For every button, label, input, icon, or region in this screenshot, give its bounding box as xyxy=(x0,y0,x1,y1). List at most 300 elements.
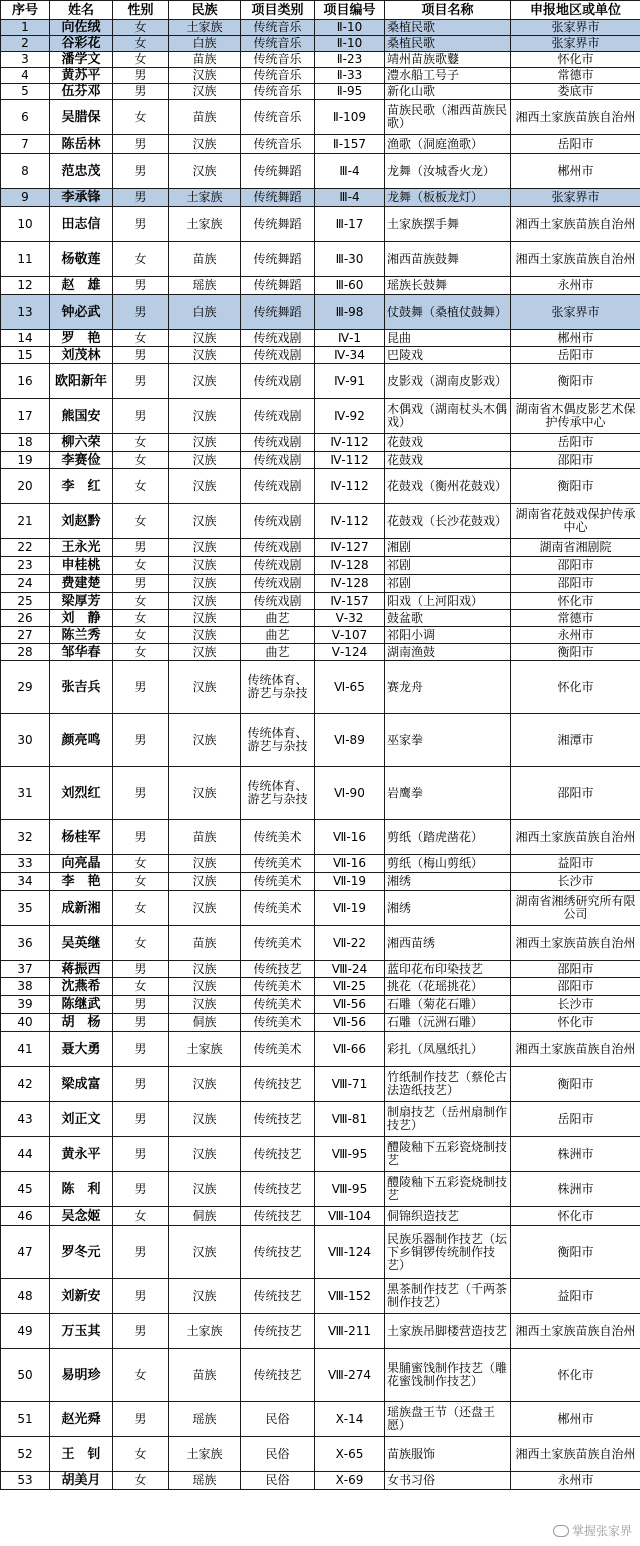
cell-no: 38 xyxy=(1,978,50,996)
cell-region: 湘西土家族苗族自治州 xyxy=(511,100,640,135)
cell-name: 向亮晶 xyxy=(50,855,113,873)
cell-ethnic: 汉族 xyxy=(169,539,241,557)
header-cell: 项目编号 xyxy=(315,1,385,20)
cell-gender: 男 xyxy=(113,1402,169,1437)
cell-ethnic: 汉族 xyxy=(169,399,241,434)
cell-region: 衡阳市 xyxy=(511,364,640,399)
table-row xyxy=(1,504,640,539)
cell-category: 传统音乐 xyxy=(241,68,315,84)
cell-region: 株洲市 xyxy=(511,1172,640,1207)
cell-no: 9 xyxy=(1,189,50,207)
table-row xyxy=(1,1472,640,1490)
table-row xyxy=(1,36,640,52)
cell-category: 传统戏剧 xyxy=(241,364,315,399)
cell-no: 31 xyxy=(1,767,50,820)
cell-category: 传统舞蹈 xyxy=(241,189,315,207)
cell-ethnic: 汉族 xyxy=(169,978,241,996)
cell-gender: 男 xyxy=(113,347,169,364)
cell-code: Ⅳ-112 xyxy=(315,434,385,452)
table-row xyxy=(1,347,640,364)
cell-name: 田志信 xyxy=(50,207,113,242)
cell-ethnic: 汉族 xyxy=(169,84,241,100)
cell-category: 传统戏剧 xyxy=(241,434,315,452)
cell-category: 曲艺 xyxy=(241,644,315,661)
cell-ethnic: 土家族 xyxy=(169,1437,241,1472)
cell-gender: 女 xyxy=(113,978,169,996)
cell-code: Ⅲ-4 xyxy=(315,154,385,189)
cell-region: 湘西土家族苗族自治州 xyxy=(511,1314,640,1349)
watermark xyxy=(553,1522,632,1539)
cell-no: 34 xyxy=(1,873,50,891)
cell-no: 44 xyxy=(1,1137,50,1172)
cell-no: 3 xyxy=(1,52,50,68)
cell-code: Ⅷ-71 xyxy=(315,1067,385,1102)
cell-no: 35 xyxy=(1,891,50,926)
cell-code: Ⅳ-112 xyxy=(315,469,385,504)
cell-ethnic: 汉族 xyxy=(169,68,241,84)
cell-project: 龙舞（汝城香火龙） xyxy=(385,154,511,189)
table-row xyxy=(1,52,640,68)
cell-gender: 男 xyxy=(113,84,169,100)
cell-category: 传统舞蹈 xyxy=(241,277,315,295)
cell-code: Ⅲ-17 xyxy=(315,207,385,242)
cell-name: 王 钊 xyxy=(50,1437,113,1472)
cell-category: 传统音乐 xyxy=(241,100,315,135)
cell-region: 娄底市 xyxy=(511,84,640,100)
cell-category: 民俗 xyxy=(241,1437,315,1472)
cell-no: 29 xyxy=(1,661,50,714)
cell-no: 7 xyxy=(1,135,50,154)
cell-gender: 男 xyxy=(113,295,169,330)
cell-project: 花鼓戏（长沙花鼓戏） xyxy=(385,504,511,539)
table-row xyxy=(1,644,640,661)
cell-region: 常德市 xyxy=(511,68,640,84)
cell-no: 22 xyxy=(1,539,50,557)
cell-project: 石雕（菊花石雕） xyxy=(385,996,511,1014)
cell-no: 43 xyxy=(1,1102,50,1137)
header-cell: 申报地区或单位 xyxy=(511,1,640,20)
cell-no: 12 xyxy=(1,277,50,295)
cell-code: Ⅷ-24 xyxy=(315,961,385,978)
cell-ethnic: 土家族 xyxy=(169,1314,241,1349)
cell-gender: 男 xyxy=(113,399,169,434)
cell-gender: 男 xyxy=(113,767,169,820)
cell-code: Ⅶ-66 xyxy=(315,1032,385,1067)
cell-category: 传统技艺 xyxy=(241,1279,315,1314)
cell-no: 53 xyxy=(1,1472,50,1490)
cell-gender: 女 xyxy=(113,242,169,277)
cell-name: 向佐绒 xyxy=(50,20,113,36)
cell-code: Ⅷ-104 xyxy=(315,1207,385,1226)
cell-project: 湖南渔鼓 xyxy=(385,644,511,661)
cell-project: 阳戏（上河阳戏） xyxy=(385,593,511,610)
table-row xyxy=(1,189,640,207)
cell-region: 衡阳市 xyxy=(511,1067,640,1102)
cell-name: 钟必武 xyxy=(50,295,113,330)
cell-name: 吴英继 xyxy=(50,926,113,961)
cell-ethnic: 汉族 xyxy=(169,364,241,399)
cell-category: 传统美术 xyxy=(241,978,315,996)
cell-name: 陈 利 xyxy=(50,1172,113,1207)
watermark-text: 掌握张家界 xyxy=(571,1524,632,1538)
cell-region: 湘西土家族苗族自治州 xyxy=(511,926,640,961)
table-row xyxy=(1,1032,640,1067)
cell-name: 梁厚芳 xyxy=(50,593,113,610)
table-row xyxy=(1,575,640,593)
cell-code: Ⅷ-211 xyxy=(315,1314,385,1349)
cell-gender: 女 xyxy=(113,1472,169,1490)
cell-code: Ⅱ-95 xyxy=(315,84,385,100)
table-row xyxy=(1,1137,640,1172)
cell-project: 苗族民歌（湘西苗族民歌） xyxy=(385,100,511,135)
cell-category: 传统美术 xyxy=(241,926,315,961)
table-row xyxy=(1,820,640,855)
cell-gender: 女 xyxy=(113,330,169,347)
cell-region: 常德市 xyxy=(511,610,640,627)
table-row xyxy=(1,434,640,452)
cell-category: 传统戏剧 xyxy=(241,557,315,575)
cell-name: 杨敬莲 xyxy=(50,242,113,277)
cell-project: 花鼓戏 xyxy=(385,434,511,452)
cell-name: 万玉其 xyxy=(50,1314,113,1349)
cell-code: Ⅳ-127 xyxy=(315,539,385,557)
cell-category: 传统戏剧 xyxy=(241,347,315,364)
cell-gender: 男 xyxy=(113,189,169,207)
cell-gender: 男 xyxy=(113,364,169,399)
cell-code: Ⅳ-112 xyxy=(315,504,385,539)
table-row xyxy=(1,610,640,627)
cell-code: Ⅲ-98 xyxy=(315,295,385,330)
cell-gender: 女 xyxy=(113,891,169,926)
cell-gender: 男 xyxy=(113,1014,169,1032)
cell-no: 39 xyxy=(1,996,50,1014)
cell-no: 52 xyxy=(1,1437,50,1472)
table-row xyxy=(1,154,640,189)
cell-ethnic: 土家族 xyxy=(169,189,241,207)
table-row xyxy=(1,539,640,557)
cell-code: Ⅹ-14 xyxy=(315,1402,385,1437)
table-row xyxy=(1,714,640,767)
cell-no: 18 xyxy=(1,434,50,452)
cell-code: Ⅷ-124 xyxy=(315,1226,385,1279)
cell-region: 湘西土家族苗族自治州 xyxy=(511,1437,640,1472)
cell-no: 36 xyxy=(1,926,50,961)
cell-category: 传统舞蹈 xyxy=(241,295,315,330)
cell-name: 熊国安 xyxy=(50,399,113,434)
cell-name: 李赛俭 xyxy=(50,452,113,469)
cell-category: 传统音乐 xyxy=(241,84,315,100)
cell-gender: 男 xyxy=(113,714,169,767)
cell-name: 刘正文 xyxy=(50,1102,113,1137)
cell-no: 24 xyxy=(1,575,50,593)
cell-project: 侗锦织造技艺 xyxy=(385,1207,511,1226)
cell-region: 邵阳市 xyxy=(511,557,640,575)
table-row xyxy=(1,627,640,644)
cell-project: 土家族摆手舞 xyxy=(385,207,511,242)
cell-category: 传统音乐 xyxy=(241,36,315,52)
cell-name: 梁成富 xyxy=(50,1067,113,1102)
cell-category: 传统技艺 xyxy=(241,1102,315,1137)
cell-ethnic: 汉族 xyxy=(169,767,241,820)
cell-region: 永州市 xyxy=(511,627,640,644)
cell-category: 传统戏剧 xyxy=(241,593,315,610)
cell-gender: 女 xyxy=(113,434,169,452)
cell-category: 传统戏剧 xyxy=(241,452,315,469)
header-cell: 性别 xyxy=(113,1,169,20)
cell-region: 怀化市 xyxy=(511,52,640,68)
table-row xyxy=(1,364,640,399)
cell-project: 挑花（花瑶挑花） xyxy=(385,978,511,996)
cell-gender: 男 xyxy=(113,277,169,295)
cell-category: 传统美术 xyxy=(241,1032,315,1067)
cell-ethnic: 汉族 xyxy=(169,1172,241,1207)
cell-category: 传统戏剧 xyxy=(241,539,315,557)
cell-no: 51 xyxy=(1,1402,50,1437)
cell-code: Ⅷ-95 xyxy=(315,1137,385,1172)
cell-code: Ⅹ-69 xyxy=(315,1472,385,1490)
table-row xyxy=(1,1349,640,1402)
header-cell: 项目类别 xyxy=(241,1,315,20)
cell-code: Ⅶ-16 xyxy=(315,820,385,855)
cell-category: 传统戏剧 xyxy=(241,330,315,347)
cell-project: 花鼓戏 xyxy=(385,452,511,469)
cell-code: Ⅳ-1 xyxy=(315,330,385,347)
cell-code: Ⅱ-33 xyxy=(315,68,385,84)
cell-code: Ⅶ-56 xyxy=(315,1014,385,1032)
cell-ethnic: 瑶族 xyxy=(169,1472,241,1490)
cell-no: 50 xyxy=(1,1349,50,1402)
cell-gender: 男 xyxy=(113,1137,169,1172)
cell-ethnic: 汉族 xyxy=(169,557,241,575)
table-row xyxy=(1,1172,640,1207)
cell-gender: 男 xyxy=(113,575,169,593)
cell-name: 刘 静 xyxy=(50,610,113,627)
cell-name: 李承锋 xyxy=(50,189,113,207)
cell-code: Ⅶ-19 xyxy=(315,873,385,891)
cell-no: 41 xyxy=(1,1032,50,1067)
cell-project: 湘西苗绣 xyxy=(385,926,511,961)
cell-region: 岳阳市 xyxy=(511,1102,640,1137)
cell-region: 郴州市 xyxy=(511,1402,640,1437)
cell-region: 衡阳市 xyxy=(511,644,640,661)
table-row xyxy=(1,978,640,996)
cell-name: 潘学文 xyxy=(50,52,113,68)
cell-gender: 女 xyxy=(113,100,169,135)
cell-gender: 男 xyxy=(113,1032,169,1067)
cell-gender: 男 xyxy=(113,207,169,242)
cell-region: 怀化市 xyxy=(511,1207,640,1226)
cell-region: 长沙市 xyxy=(511,873,640,891)
cell-gender: 男 xyxy=(113,820,169,855)
cell-name: 范忠茂 xyxy=(50,154,113,189)
cell-ethnic: 土家族 xyxy=(169,20,241,36)
cell-name: 赵光舜 xyxy=(50,1402,113,1437)
cell-project: 巴陵戏 xyxy=(385,347,511,364)
cell-region: 湘西土家族苗族自治州 xyxy=(511,1032,640,1067)
cell-ethnic: 汉族 xyxy=(169,154,241,189)
cell-name: 李 红 xyxy=(50,469,113,504)
cell-name: 谷彩花 xyxy=(50,36,113,52)
cell-gender: 女 xyxy=(113,469,169,504)
cell-project: 果脯蜜饯制作技艺（雕花蜜饯制作技艺） xyxy=(385,1349,511,1402)
cell-name: 沈燕希 xyxy=(50,978,113,996)
cell-region: 湖南省湘剧院 xyxy=(511,539,640,557)
cell-category: 传统技艺 xyxy=(241,1067,315,1102)
cell-no: 13 xyxy=(1,295,50,330)
cell-code: Ⅶ-22 xyxy=(315,926,385,961)
cell-gender: 女 xyxy=(113,20,169,36)
cell-project: 靖州苗族歌鼟 xyxy=(385,52,511,68)
cell-project: 鼓盆歌 xyxy=(385,610,511,627)
table-row xyxy=(1,961,640,978)
cell-region: 邵阳市 xyxy=(511,961,640,978)
cell-no: 42 xyxy=(1,1067,50,1102)
cell-gender: 男 xyxy=(113,68,169,84)
cell-region: 益阳市 xyxy=(511,855,640,873)
cell-name: 易明珍 xyxy=(50,1349,113,1402)
cell-gender: 女 xyxy=(113,627,169,644)
cell-name: 王永光 xyxy=(50,539,113,557)
cell-no: 5 xyxy=(1,84,50,100)
cell-code: Ⅷ-274 xyxy=(315,1349,385,1402)
cell-project: 苗族服饰 xyxy=(385,1437,511,1472)
cell-project: 岩鹰拳 xyxy=(385,767,511,820)
cell-code: Ⅶ-25 xyxy=(315,978,385,996)
cell-name: 刘茂林 xyxy=(50,347,113,364)
cell-ethnic: 汉族 xyxy=(169,347,241,364)
table-row xyxy=(1,1402,640,1437)
cell-gender: 男 xyxy=(113,996,169,1014)
cell-project: 花鼓戏（衡州花鼓戏） xyxy=(385,469,511,504)
table-row xyxy=(1,135,640,154)
table-row xyxy=(1,399,640,434)
cell-no: 16 xyxy=(1,364,50,399)
cell-name: 胡美月 xyxy=(50,1472,113,1490)
cell-code: Ⅱ-109 xyxy=(315,100,385,135)
cell-region: 岳阳市 xyxy=(511,135,640,154)
cell-project: 竹纸制作技艺（蔡伦古法造纸技艺） xyxy=(385,1067,511,1102)
cell-project: 民族乐器制作技艺（坛下乡铜锣传统制作技艺） xyxy=(385,1226,511,1279)
cell-project: 剪纸（梅山剪纸） xyxy=(385,855,511,873)
cell-no: 47 xyxy=(1,1226,50,1279)
cell-name: 吴腊保 xyxy=(50,100,113,135)
table-row xyxy=(1,1014,640,1032)
cell-category: 传统技艺 xyxy=(241,1226,315,1279)
table-row xyxy=(1,873,640,891)
cell-region: 怀化市 xyxy=(511,661,640,714)
cell-project: 蓝印花布印染技艺 xyxy=(385,961,511,978)
cell-code: Ⅲ-30 xyxy=(315,242,385,277)
cell-category: 传统技艺 xyxy=(241,1137,315,1172)
cell-region: 湘西土家族苗族自治州 xyxy=(511,820,640,855)
cell-ethnic: 汉族 xyxy=(169,504,241,539)
cell-gender: 男 xyxy=(113,961,169,978)
cell-region: 湖南省湘绣研究所有限公司 xyxy=(511,891,640,926)
cell-project: 剪纸（踏虎凿花） xyxy=(385,820,511,855)
table-row xyxy=(1,330,640,347)
cell-name: 费建楚 xyxy=(50,575,113,593)
cell-region: 郴州市 xyxy=(511,330,640,347)
cell-no: 26 xyxy=(1,610,50,627)
cell-region: 永州市 xyxy=(511,1472,640,1490)
cell-code: Ⅴ-32 xyxy=(315,610,385,627)
cell-name: 胡 杨 xyxy=(50,1014,113,1032)
cell-ethnic: 汉族 xyxy=(169,1067,241,1102)
table-row xyxy=(1,1279,640,1314)
table-row xyxy=(1,1207,640,1226)
cell-code: Ⅳ-128 xyxy=(315,557,385,575)
cell-category: 传统音乐 xyxy=(241,52,315,68)
cell-project: 祁阳小调 xyxy=(385,627,511,644)
cell-code: Ⅳ-34 xyxy=(315,347,385,364)
cell-gender: 女 xyxy=(113,593,169,610)
cell-region: 怀化市 xyxy=(511,1349,640,1402)
cell-code: Ⅷ-81 xyxy=(315,1102,385,1137)
cell-project: 石雕（沅洲石雕） xyxy=(385,1014,511,1032)
cell-project: 澧水船工号子 xyxy=(385,68,511,84)
cell-category: 传统舞蹈 xyxy=(241,207,315,242)
cell-region: 怀化市 xyxy=(511,1014,640,1032)
cell-ethnic: 汉族 xyxy=(169,434,241,452)
cell-ethnic: 苗族 xyxy=(169,926,241,961)
table-row xyxy=(1,891,640,926)
cell-project: 皮影戏（湖南皮影戏） xyxy=(385,364,511,399)
header-cell: 姓名 xyxy=(50,1,113,20)
table-row xyxy=(1,207,640,242)
cell-category: 传统舞蹈 xyxy=(241,154,315,189)
cell-region: 张家界市 xyxy=(511,36,640,52)
cell-code: Ⅳ-91 xyxy=(315,364,385,399)
cell-name: 罗 艳 xyxy=(50,330,113,347)
cell-project: 湘西苗族鼓舞 xyxy=(385,242,511,277)
cell-category: 传统体育、游艺与杂技 xyxy=(241,767,315,820)
cell-ethnic: 汉族 xyxy=(169,873,241,891)
cell-project: 醴陵釉下五彩瓷烧制技艺 xyxy=(385,1137,511,1172)
cell-ethnic: 汉族 xyxy=(169,961,241,978)
cell-name: 欧阳新年 xyxy=(50,364,113,399)
cell-gender: 男 xyxy=(113,1279,169,1314)
cell-name: 黄苏平 xyxy=(50,68,113,84)
cell-gender: 女 xyxy=(113,610,169,627)
cell-region: 株洲市 xyxy=(511,1137,640,1172)
cell-code: Ⅳ-92 xyxy=(315,399,385,434)
cell-code: Ⅷ-152 xyxy=(315,1279,385,1314)
cell-project: 瑶族长鼓舞 xyxy=(385,277,511,295)
cell-region: 邵阳市 xyxy=(511,575,640,593)
cell-ethnic: 汉族 xyxy=(169,330,241,347)
cell-ethnic: 汉族 xyxy=(169,610,241,627)
cell-code: Ⅶ-56 xyxy=(315,996,385,1014)
table-row xyxy=(1,855,640,873)
cell-category: 民俗 xyxy=(241,1402,315,1437)
cell-gender: 男 xyxy=(113,1226,169,1279)
cell-gender: 女 xyxy=(113,504,169,539)
cell-gender: 男 xyxy=(113,1067,169,1102)
cell-category: 传统技艺 xyxy=(241,1172,315,1207)
cell-gender: 女 xyxy=(113,873,169,891)
table-row xyxy=(1,295,640,330)
cell-project: 龙舞（板板龙灯） xyxy=(385,189,511,207)
cell-ethnic: 瑶族 xyxy=(169,1402,241,1437)
table-row xyxy=(1,661,640,714)
cell-ethnic: 汉族 xyxy=(169,452,241,469)
cell-gender: 女 xyxy=(113,855,169,873)
cell-region: 邵阳市 xyxy=(511,452,640,469)
cell-no: 11 xyxy=(1,242,50,277)
cell-category: 传统技艺 xyxy=(241,1314,315,1349)
cell-ethnic: 苗族 xyxy=(169,52,241,68)
cell-ethnic: 汉族 xyxy=(169,1279,241,1314)
